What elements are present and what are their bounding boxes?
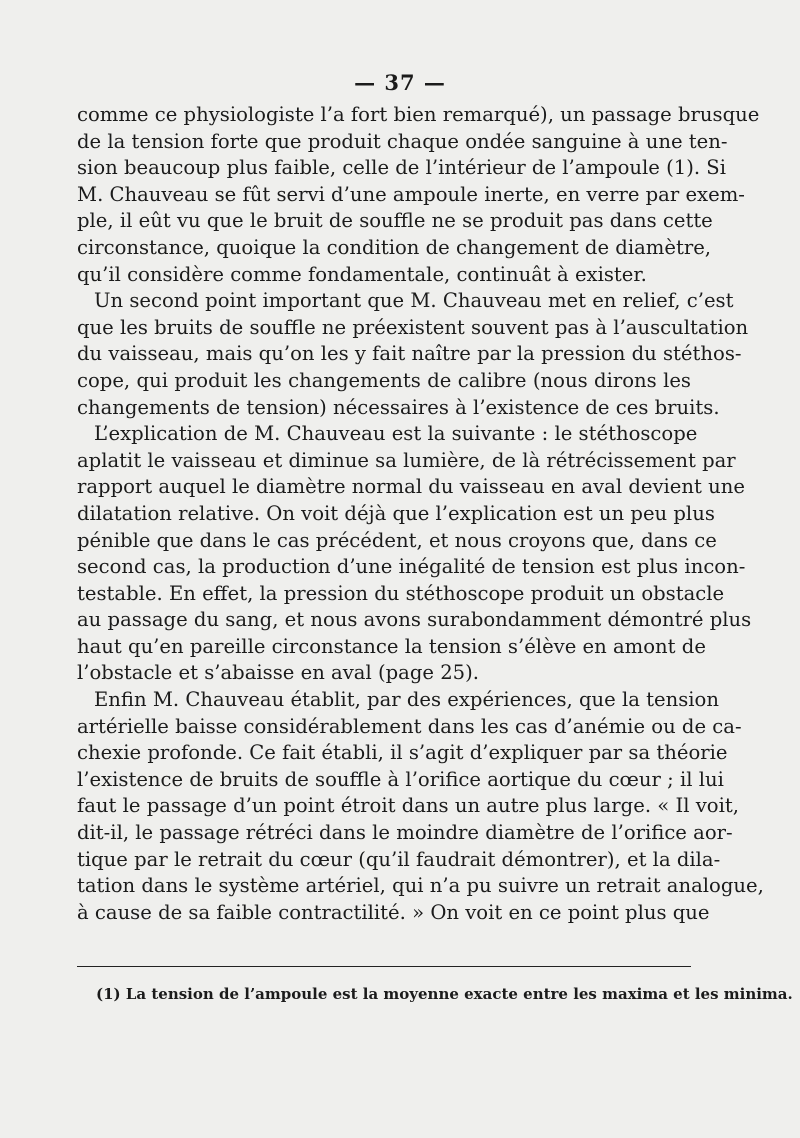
body-text (77, 102, 764, 926)
text-line: L’explication de M. Chauveau est la suivante : le stéthoscope (94, 422, 698, 446)
text-line: pénible que dans le cas précédent, et nous croyons que, dans ce (77, 528, 717, 552)
text-line: M. Chauveau se fût servi d’une ampoule inerte, en verre par exem- (77, 182, 745, 206)
text-line: changements de tension) nécessaires à l’existence de ces bruits. (77, 395, 720, 419)
text-line: chexie profonde. Ce fait établi, il s’agit d’expliquer par sa théorie (77, 741, 728, 765)
text-line: à cause de sa faible contractilité. » On voit en ce point plus que (77, 900, 710, 924)
text-line: rapport auquel le diamètre normal du vaisseau en aval devient une (77, 475, 745, 499)
text-line: au passage du sang, et nous avons surabondamment démontré plus (77, 608, 752, 632)
text-line: testable. En effet, la pression du stéthoscope produit un obstacle (77, 581, 725, 605)
text-line: aplatit le vaisseau et diminue sa lumière, de là rétrécissement par (77, 448, 736, 472)
text-line: de la tension forte que produit chaque ondée sanguine à une ten- (77, 129, 728, 153)
text-line: faut le passage d’un point étroit dans un autre plus large. « Il voit, (77, 794, 739, 818)
text-line: Enfin M. Chauveau établit, par des expériences, que la tension (94, 688, 719, 712)
text-line: dit-il, le passage rétréci dans le moindre diamètre de l’orifice aor- (77, 821, 733, 845)
text-line: dilatation relative. On voit déjà que l’explication est un peu plus (77, 501, 715, 525)
text-line: tation dans le système artériel, qui n’a pu suivre un retrait analogue, (77, 874, 764, 898)
text-line: Un second point important que M. Chauveau met en relief, c’est (94, 289, 734, 313)
text-line: l’obstacle et s’abaisse en aval (page 25). (77, 661, 480, 685)
text-line: tique par le retrait du cœur (qu’il faudrait démontrer), et la dila- (77, 847, 721, 871)
footnote-separator (77, 966, 691, 967)
footnote: (1) La tension de l’ampoule est la moyenne exacte entre les maxima et les minima. (96, 985, 793, 1003)
text-line: artérielle baisse considérablement dans les cas d’anémie ou de ca- (77, 714, 742, 738)
text-line: haut qu’en pareille circonstance la tension s’élève en amont de (77, 634, 706, 658)
text-line: cope, qui produit les changements de calibre (nous dirons les (77, 368, 691, 392)
text-line: que les bruits de souffle ne préexistent souvent pas à l’auscultation (77, 315, 749, 339)
text-line: du vaisseau, mais qu’on les y fait naître par la pression du stéthos- (77, 342, 742, 366)
text-line: circonstance, quoique la condition de changement de diamètre, (77, 235, 712, 259)
text-line: ple, il eût vu que le bruit de souffle ne se produit pas dans cette (77, 209, 713, 233)
text-line: second cas, la production d’une inégalité de tension est plus incon- (77, 555, 746, 579)
text-line: qu’il considère comme fondamentale, continuât à exister. (77, 262, 647, 286)
text-line: comme ce physiologiste l’a fort bien remarqué), un passage brusque (77, 103, 760, 126)
page-number: — 37 — (354, 70, 446, 95)
text-line: sion beaucoup plus faible, celle de l’intérieur de l’ampoule (1). Si (77, 156, 726, 180)
text-line: l’existence de bruits de souffle à l’orifice aortique du cœur ; il lui (77, 767, 724, 791)
